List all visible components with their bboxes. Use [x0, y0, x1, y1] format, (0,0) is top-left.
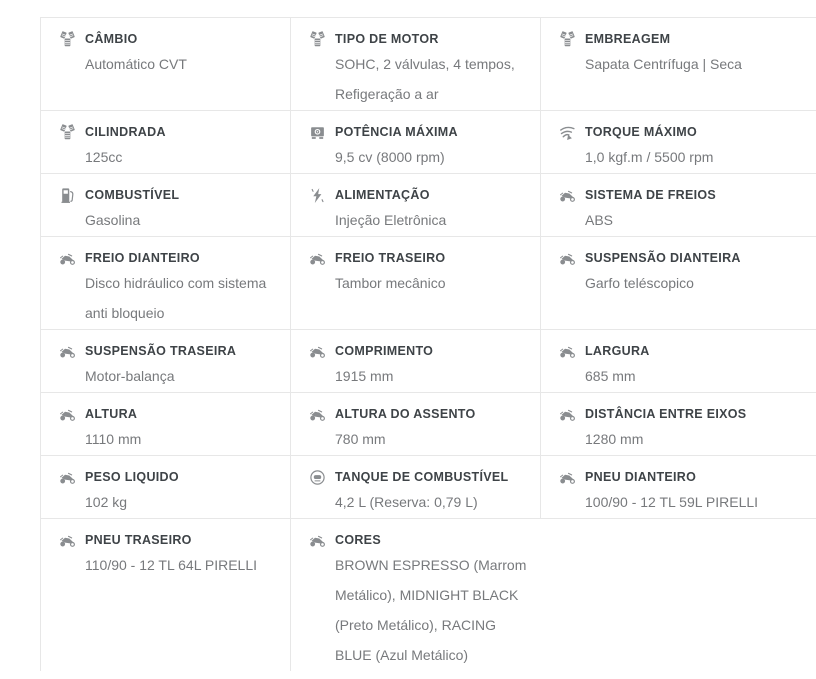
- spec-value: 1915 mm: [335, 368, 394, 384]
- spec-value: Automático CVT: [85, 56, 187, 72]
- motorcycle-icon: [41, 530, 85, 549]
- spec-cell-cambio: [40, 18, 290, 110]
- spec-value: 1280 mm: [585, 431, 644, 447]
- spec-value: BROWN ESPRESSO (Marrom Metálico), MIDNIGHT BLACK (Preto Metálico), RACING BLUE (Azul Metálico): [335, 557, 527, 663]
- spec-title: DISTÂNCIA ENTRE EIXOS: [585, 407, 747, 421]
- spec-value: 1,0 kgf.m / 5500 rpm: [585, 149, 714, 165]
- spec-cell-pneu-traseiro: [40, 519, 290, 671]
- spec-title: FREIO TRASEIRO: [335, 251, 446, 265]
- spec-value: 102 kg: [85, 494, 128, 510]
- spec-value: 125cc: [85, 149, 123, 165]
- motorcycle-icon: [41, 248, 85, 267]
- spec-title: POTÊNCIA MÁXIMA: [335, 125, 458, 139]
- spec-row: [40, 455, 816, 518]
- motorcycle-icon: [541, 404, 585, 423]
- spec-table: [40, 17, 816, 671]
- spec-value: 780 mm: [335, 431, 386, 447]
- motorcycle-icon: [291, 248, 335, 267]
- dyno-icon: [291, 122, 335, 141]
- spec-title: ALTURA: [85, 407, 138, 421]
- spec-value: Motor-balança: [85, 368, 175, 384]
- spec-title: COMBUSTÍVEL: [85, 188, 180, 202]
- spec-cell-suspensao-dianteira: [540, 237, 816, 329]
- spec-value: SOHC, 2 válvulas, 4 tempos, Refigeração a ar: [335, 56, 515, 102]
- spec-title: CÂMBIO: [85, 32, 138, 46]
- spec-cell-freio-traseiro: [290, 237, 540, 329]
- spec-cell-combustivel: [40, 174, 290, 236]
- spec-cell-sistema-de-freios: [540, 174, 816, 236]
- motorcycle-icon: [291, 341, 335, 360]
- spec-value: 4,2 L (Reserva: 0,79 L): [335, 494, 478, 510]
- spec-cell-embreagem: [540, 18, 816, 110]
- motorcycle-icon: [541, 467, 585, 486]
- spec-value: 100/90 - 12 TL 59L PIRELLI: [585, 494, 759, 510]
- spec-cell-tanque-de-combustivel: [290, 456, 540, 518]
- spec-title: EMBREAGEM: [585, 32, 671, 46]
- spec-value: 685 mm: [585, 368, 636, 384]
- spec-row: [40, 173, 816, 236]
- spec-cell-suspensao-traseira: [40, 330, 290, 392]
- spec-cell-comprimento: [290, 330, 540, 392]
- spec-title: TANQUE DE COMBUSTÍVEL: [335, 470, 509, 484]
- spec-cell-altura: [40, 393, 290, 455]
- spec-value: Gasolina: [85, 212, 141, 228]
- spec-title: FREIO DIANTEIRO: [85, 251, 200, 265]
- spec-row: [40, 236, 816, 329]
- spec-cell-altura-do-assento: [290, 393, 540, 455]
- spec-title: ALIMENTAÇÃO: [335, 188, 430, 202]
- spec-title: PESO LIQUIDO: [85, 470, 179, 484]
- motorcycle-icon: [41, 341, 85, 360]
- spec-title: PNEU DIANTEIRO: [585, 470, 697, 484]
- spec-cell-torque-maximo: [540, 111, 816, 173]
- motorcycle-icon: [41, 404, 85, 423]
- spec-row: [40, 110, 816, 173]
- spec-row: [40, 518, 816, 671]
- spec-title: SUSPENSÃO TRASEIRA: [85, 344, 237, 358]
- spec-title: TORQUE MÁXIMO: [585, 125, 698, 139]
- spec-cell-distancia-entre-eixos: [540, 393, 816, 455]
- engine-icon: [291, 29, 335, 48]
- motorcycle-icon: [41, 467, 85, 486]
- spec-title: PNEU TRASEIRO: [85, 533, 192, 547]
- spec-value: Disco hidráulico com sistema anti bloqueio: [85, 275, 267, 321]
- spec-title: SISTEMA DE FREIOS: [585, 188, 717, 202]
- spec-value: 1110 mm: [85, 431, 142, 447]
- fuel-tank-icon: [291, 467, 335, 486]
- spec-row: [40, 392, 816, 455]
- spec-cell-freio-dianteiro: [40, 237, 290, 329]
- spec-cell-cilindrada: [40, 111, 290, 173]
- engine-icon: [541, 29, 585, 48]
- lightning-icon: [291, 185, 335, 204]
- engine-icon: [41, 29, 85, 48]
- spec-value: Sapata Centrífuga | Seca: [585, 56, 742, 72]
- motorcycle-icon: [541, 248, 585, 267]
- spec-value: Garfo teléscopico: [585, 275, 694, 291]
- spec-row: [40, 329, 816, 392]
- spec-title: TIPO DE MOTOR: [335, 32, 439, 46]
- motorcycle-icon: [291, 404, 335, 423]
- motorcycle-icon: [541, 185, 585, 204]
- spec-cell-peso-liquido: [40, 456, 290, 518]
- fuel-pump-icon: [41, 185, 85, 204]
- spec-value: Injeção Eletrônica: [335, 212, 447, 228]
- spec-cell-empty: [540, 519, 816, 671]
- spec-value: 110/90 - 12 TL 64L PIRELLI: [85, 557, 258, 573]
- spec-cell-pneu-dianteiro: [540, 456, 816, 518]
- motorcycle-icon: [291, 530, 335, 549]
- motorcycle-icon: [541, 341, 585, 360]
- spec-cell-cores: [290, 519, 540, 671]
- spec-value: Tambor mecânico: [335, 275, 446, 291]
- spec-cell-potencia-maxima: [290, 111, 540, 173]
- spec-title: CILINDRADA: [85, 125, 166, 139]
- spec-cell-alimentacao: [290, 174, 540, 236]
- spec-title: ALTURA DO ASSENTO: [335, 407, 476, 421]
- spec-title: COMPRIMENTO: [335, 344, 434, 358]
- engine-icon: [41, 122, 85, 141]
- spec-title: LARGURA: [585, 344, 650, 358]
- torque-icon: [541, 122, 585, 141]
- spec-title: SUSPENSÃO DIANTEIRA: [585, 251, 741, 265]
- spec-title: CORES: [335, 533, 381, 547]
- spec-cell-tipo-de-motor: [290, 18, 540, 110]
- spec-value: ABS: [585, 212, 614, 228]
- spec-cell-largura: [540, 330, 816, 392]
- spec-row: [40, 17, 816, 110]
- spec-value: 9,5 cv (8000 rpm): [335, 149, 445, 165]
